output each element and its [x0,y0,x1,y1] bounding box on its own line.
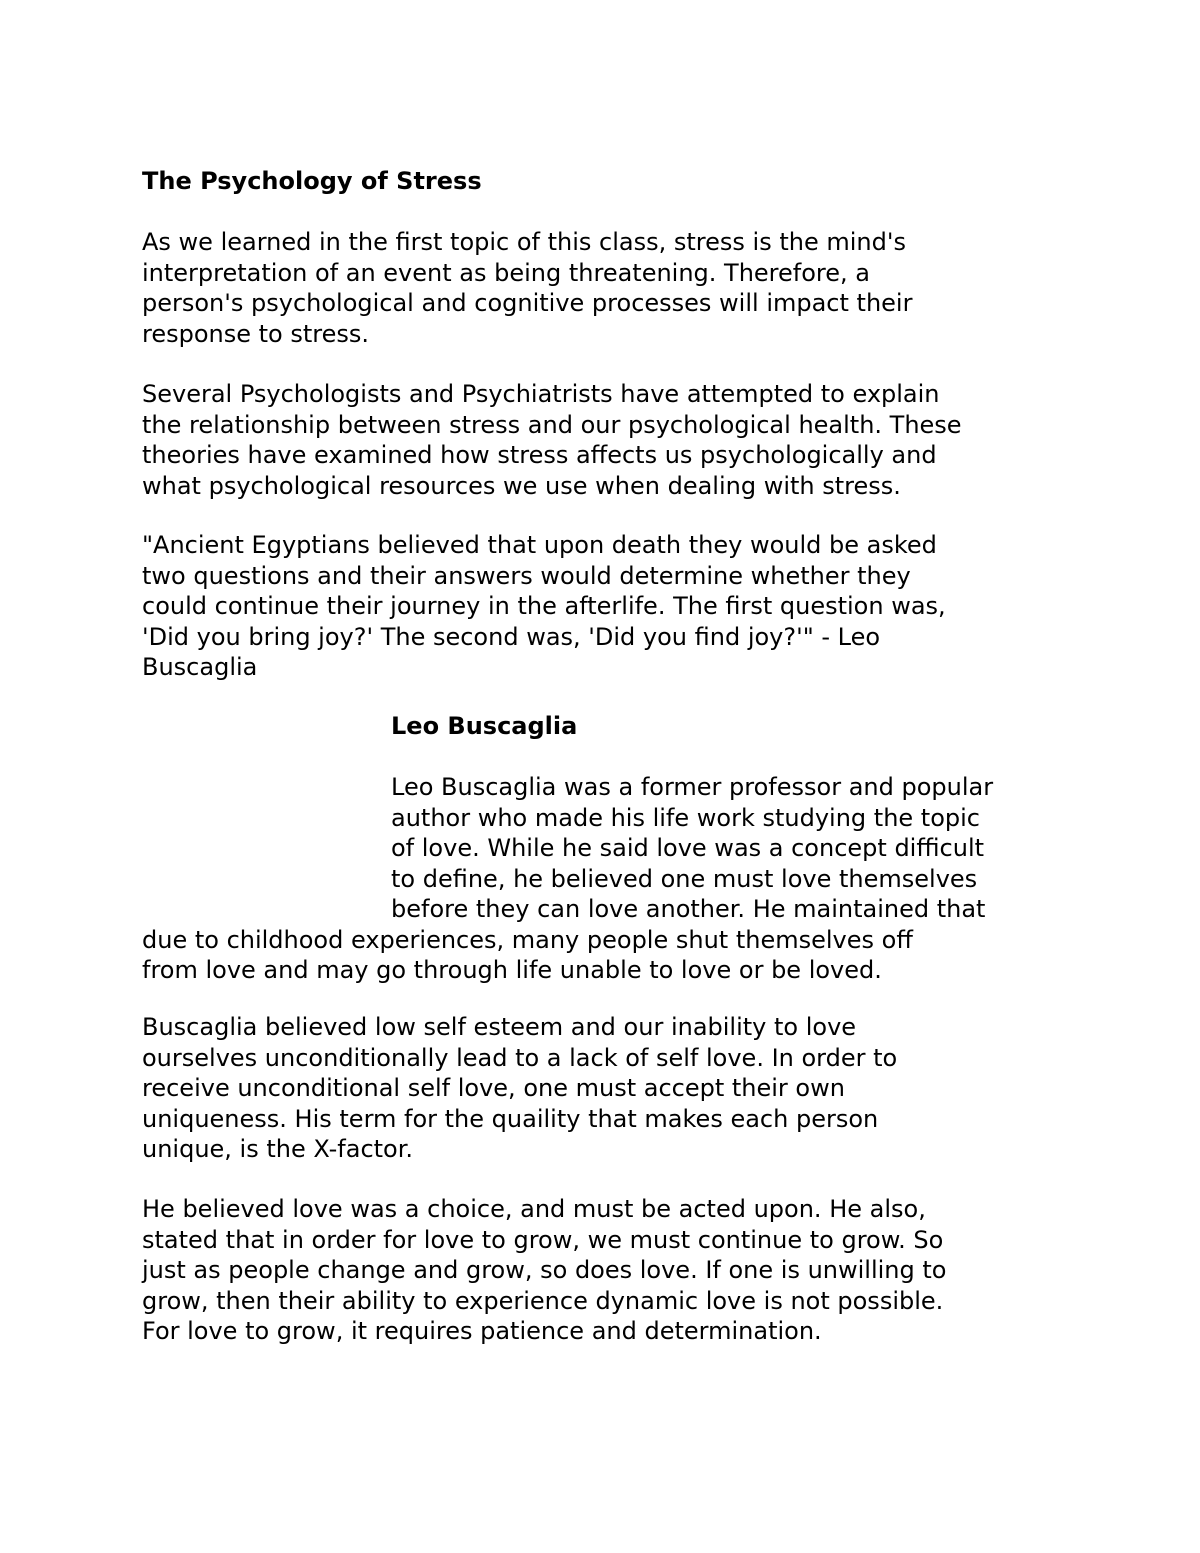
quote-line: two questions and their answers would determine whether they [142,561,911,590]
paragraph-line: due to childhood experiences, many people shut themselves off [142,925,913,954]
paragraph-line: Buscaglia believed low self esteem and our inability to love [142,1013,857,1041]
paragraph-line: to define, he believed one must love themselves [391,864,978,893]
paragraph-line: of love. While he said love was a concept difficult [391,834,985,862]
quote-block [142,530,946,683]
paragraph-line: unique, is the X-factor. [142,1135,414,1163]
paragraph-line: ourselves unconditionally lead to a lack of self love. In order to [142,1043,898,1072]
quote-line: 'Did you bring joy?' The second was, 'Did you find joy?'" - Leo [142,622,881,651]
paragraph-intro [142,227,912,349]
paragraph-line: stated that in order for love to grow, we must continue to grow. So [142,1225,944,1254]
quote-line: Buscaglia [142,653,258,681]
paragraph-love-choice [142,1194,946,1347]
paragraph-line: from love and may go through life unable to love or be loved. [142,956,882,984]
paragraph-line: As we learned in the first topic of this class, stress is the mind's [142,228,906,256]
paragraph-line: Several Psychologists and Psychiatrists have attempted to explain [142,380,940,408]
paragraph-line: author who made his life work studying the topic [391,803,980,832]
paragraph-line: before they can love another. He maintained that [391,895,986,923]
paragraph-line: For love to grow, it requires patience and determination. [142,1317,822,1345]
document-title: The Psychology of Stress [142,167,482,195]
paragraph-line: response to stress. [142,319,370,348]
paragraph-line: person's psychological and cognitive processes will impact their [142,289,913,317]
paragraph-buscaglia-bio [142,772,993,986]
paragraph-theories [142,379,962,501]
paragraph-line: He believed love was a choice, and must be acted upon. He also, [142,1195,926,1223]
paragraph-line: receive unconditional self love, one must accept their own [142,1074,845,1102]
paragraph-line: the relationship between stress and our psychological health. These [142,410,962,439]
quote-line: "Ancient Egyptians believed that upon death they would be asked [142,531,937,559]
paragraph-line: interpretation of an event as being threatening. Therefore, a [142,258,870,287]
paragraph-line: what psychological resources we use when dealing with stress. [142,471,901,500]
paragraph-line: grow, then their ability to experience dynamic love is not possible. [142,1286,944,1315]
paragraph-line: just as people change and grow, so does love. If one is unwilling to [142,1256,947,1284]
quote-line: could continue their journey in the afterlife. The first question was, [142,592,946,620]
paragraph-self-love [142,1012,897,1165]
section-heading: Leo Buscaglia [391,712,578,740]
paragraph-line: uniqueness. His term for the quaility that makes each person [142,1104,879,1133]
paragraph-line: theories have examined how stress affects us psychologically and [142,441,937,469]
paragraph-line: Leo Buscaglia was a former professor and popular [391,773,994,801]
